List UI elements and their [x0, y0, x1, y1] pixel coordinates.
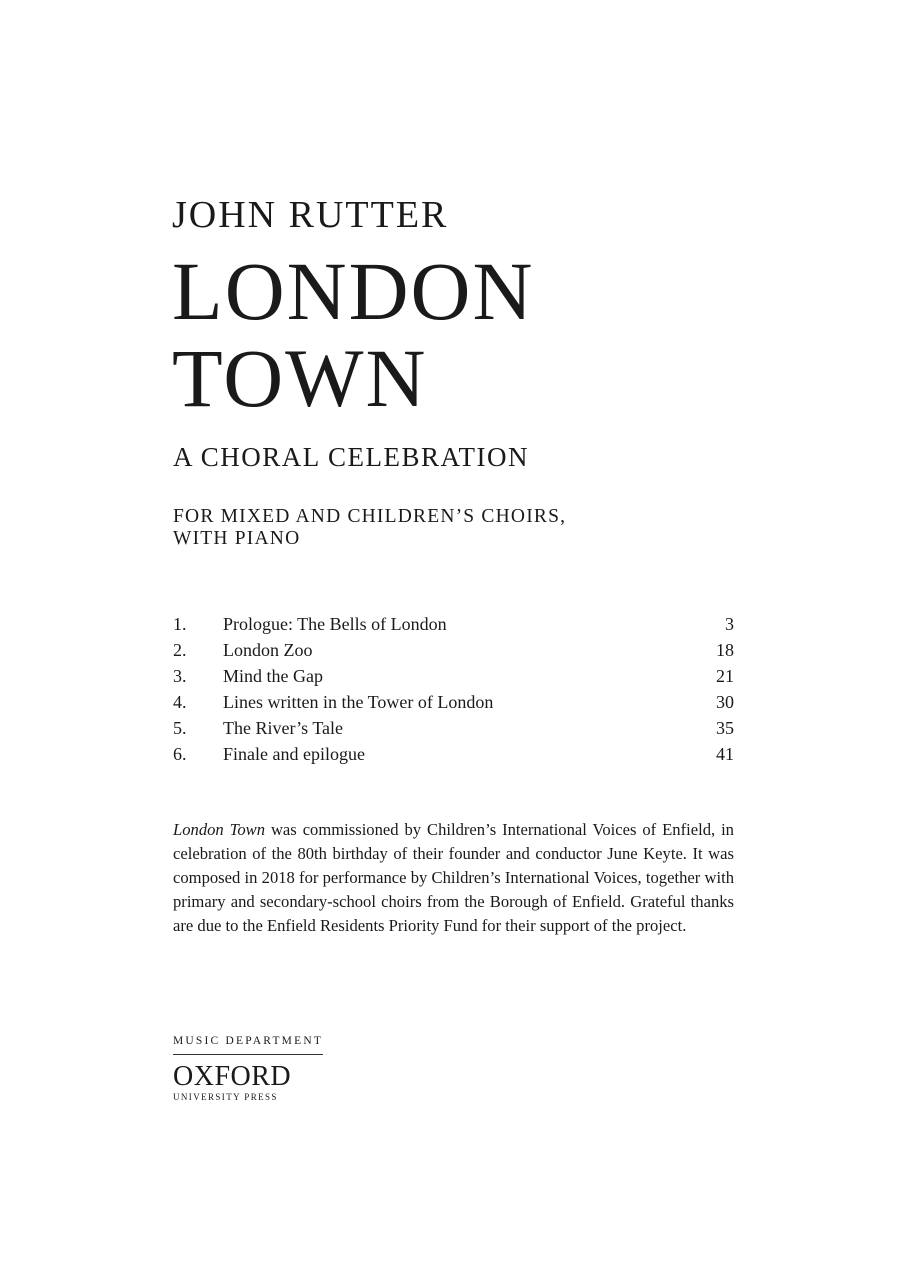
commission-note: [173, 818, 734, 938]
toc-entry: [173, 741, 734, 767]
oxford-logo: OXFORD: [173, 1060, 292, 1092]
toc-page-number: 30: [716, 692, 734, 712]
toc-entry: [173, 637, 734, 663]
table-of-contents: [173, 611, 734, 767]
toc-number: 4.: [173, 692, 187, 712]
toc-entry: [173, 715, 734, 741]
toc-number: 1.: [173, 614, 187, 634]
toc-title: Finale and epilogue: [223, 744, 365, 764]
toc-number: 3.: [173, 666, 187, 686]
scoring-line-1: FOR MIXED AND CHILDREN’S CHOIRS,: [173, 506, 567, 527]
toc-title: Prologue: The Bells of London: [223, 614, 447, 634]
toc-title: Lines written in the Tower of London: [223, 692, 494, 712]
music-department-label: MUSIC DEPARTMENT: [173, 1036, 323, 1055]
scoring-description: [173, 506, 566, 550]
title-line-1: LONDON: [172, 245, 535, 337]
publisher-imprint: [173, 1031, 323, 1102]
toc-page-number: 18: [716, 640, 734, 660]
title-line-2: TOWN: [172, 332, 428, 424]
toc-number: 6.: [173, 744, 187, 764]
commission-text: was commissioned by Children’s International Voices of Enfield, in celebration of the 80th birthday of their founder and conductor June Keyte. It was composed in 2018 for performance by Children’s International Voices, together with primary and secondary-school choirs from the Borough of Enfield. Grateful thanks are due to the Enfield Residents Priority Fund for their support of the project.: [173, 820, 734, 935]
university-press-label: UNIVERSITY PRESS: [173, 1091, 278, 1102]
toc-entry: [173, 689, 734, 715]
toc-title: London Zoo: [223, 640, 313, 660]
toc-title: The River’s Tale: [223, 718, 344, 738]
toc-number: 5.: [173, 718, 187, 738]
toc-page-number: 3: [725, 614, 734, 634]
scoring-line-2: WITH PIANO: [173, 528, 301, 549]
work-title-italic: London Town: [173, 820, 266, 839]
toc-number: 2.: [173, 640, 187, 660]
composer-name: JOHN RUTTER: [172, 194, 449, 236]
toc-entry: [173, 663, 734, 689]
toc-title: Mind the Gap: [223, 666, 323, 686]
subtitle: A CHORAL CELEBRATION: [173, 442, 530, 472]
toc-entry: [173, 611, 734, 637]
toc-page-number: 41: [716, 744, 734, 764]
toc-page-number: 21: [716, 666, 734, 686]
toc-page-number: 35: [716, 718, 734, 738]
